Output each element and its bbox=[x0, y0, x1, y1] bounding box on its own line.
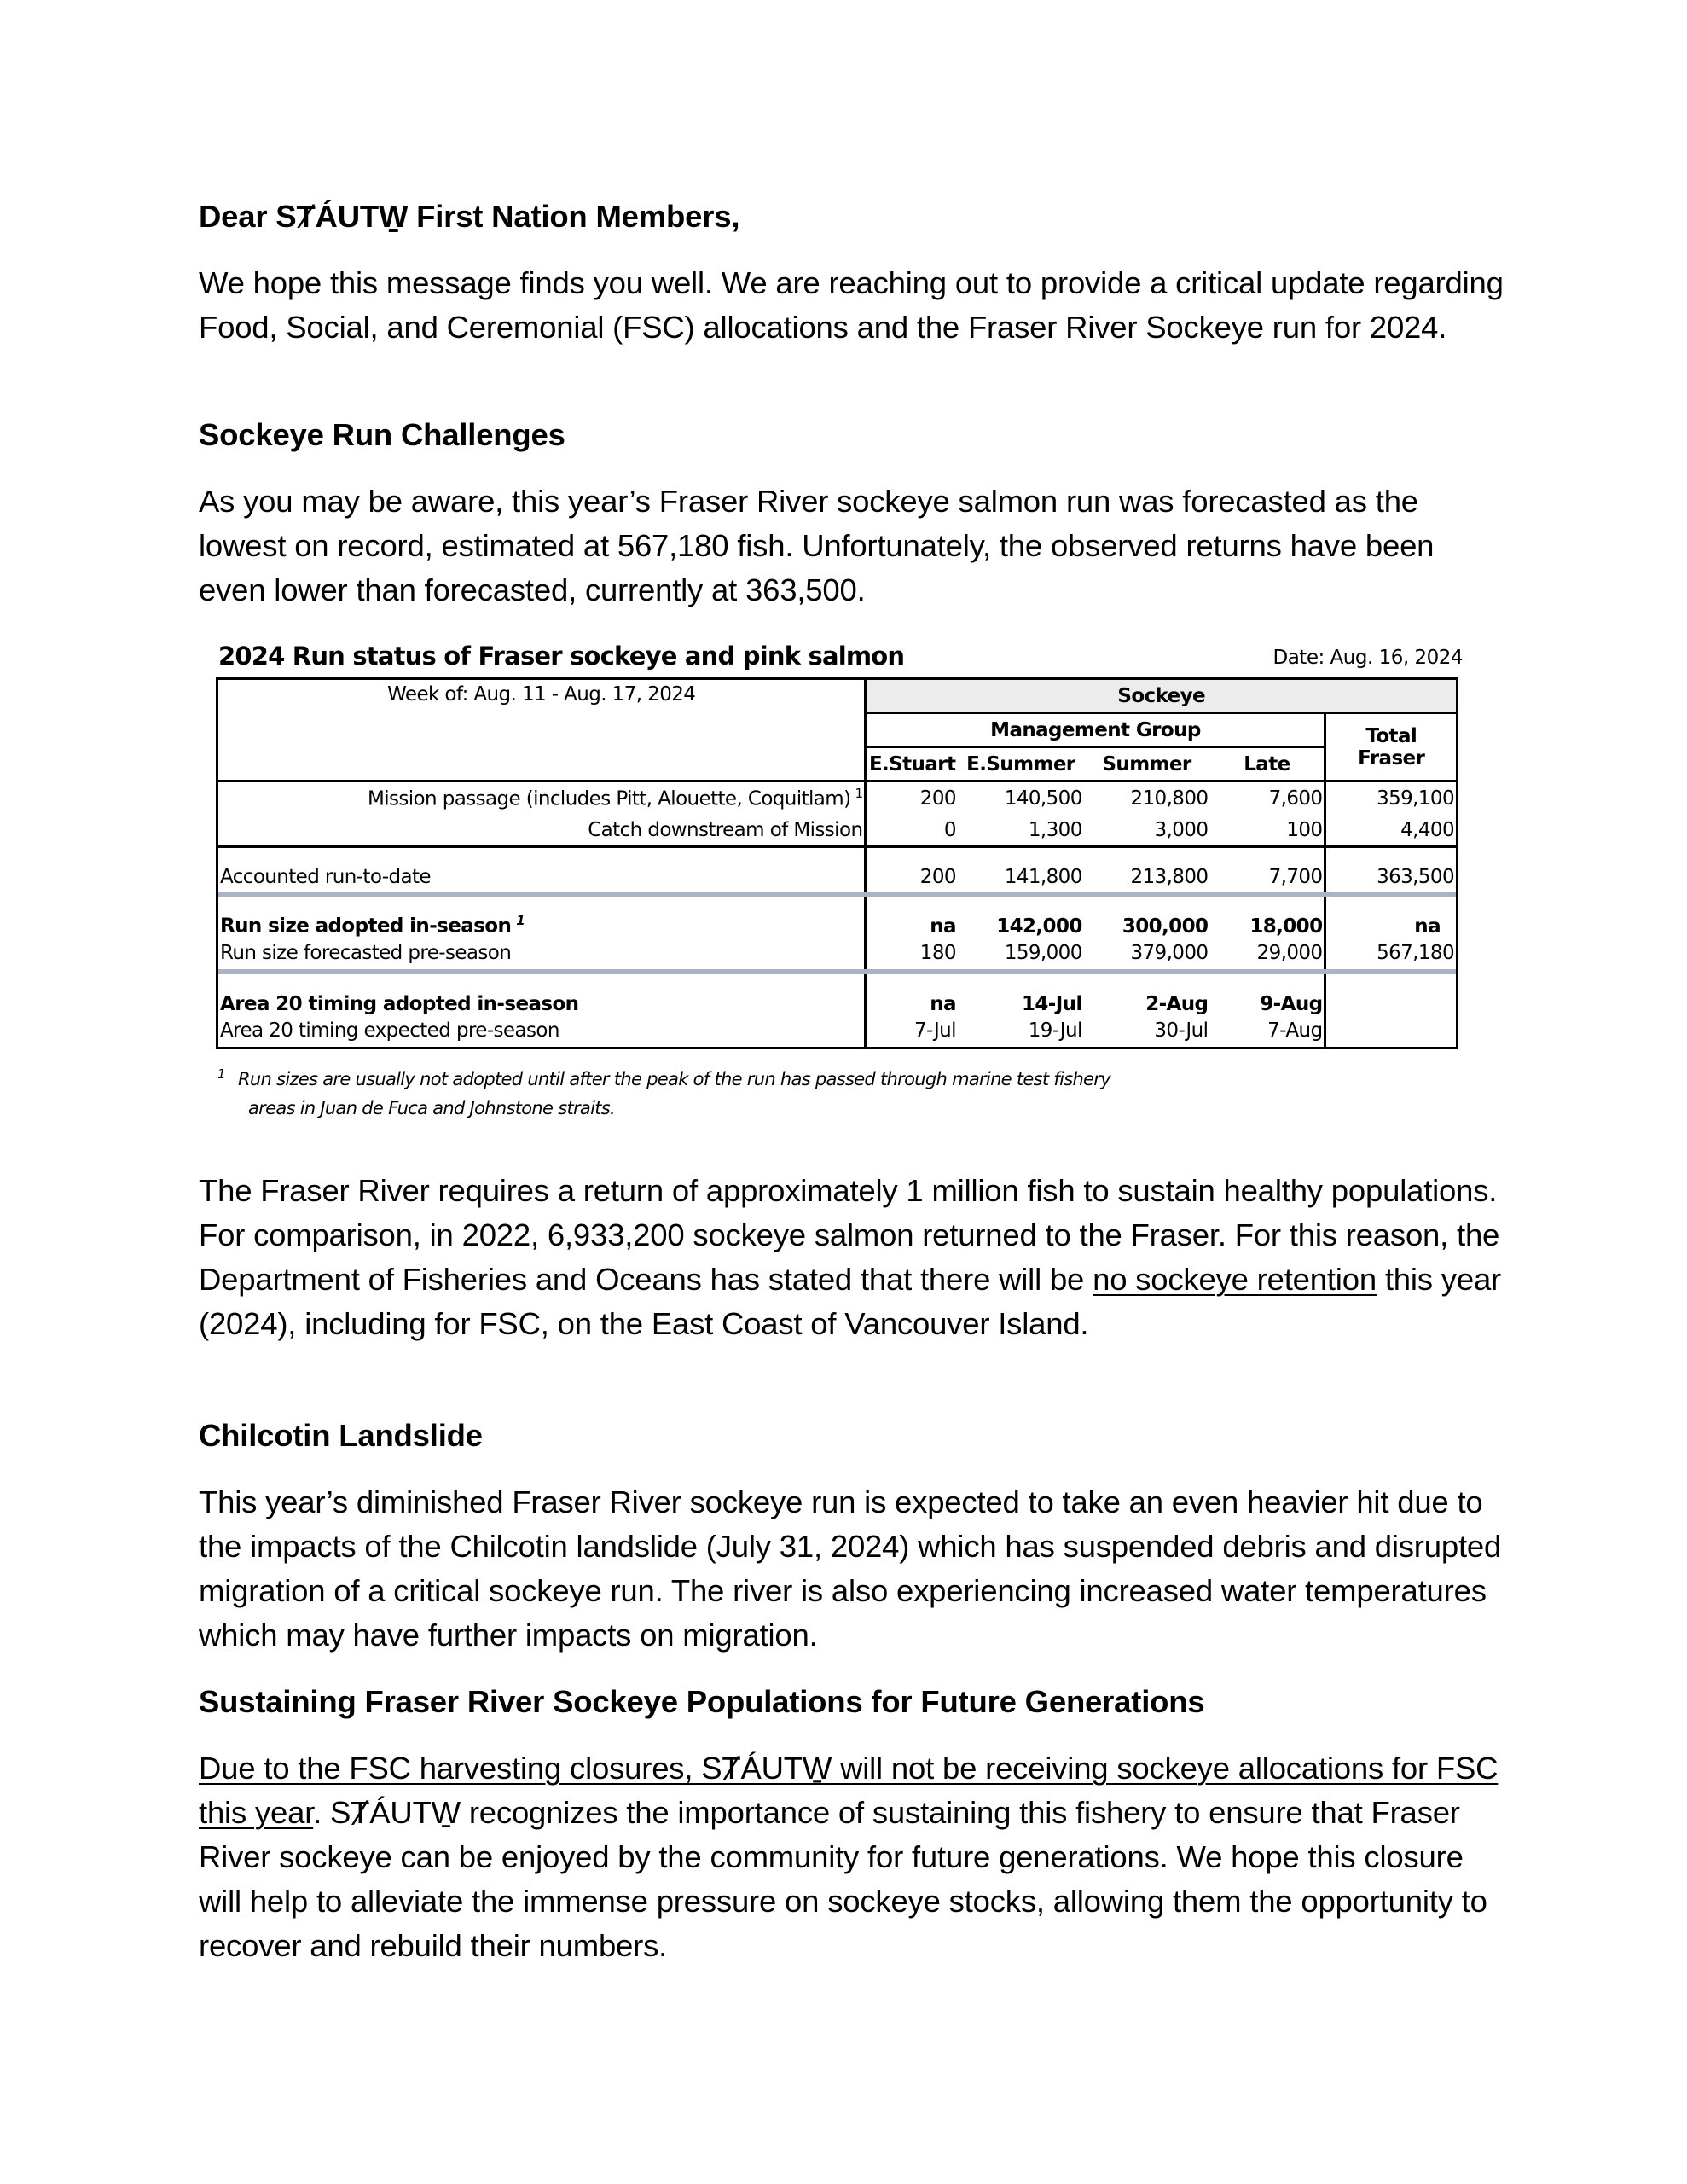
heading-chilcotin-landslide: Chilcotin Landslide bbox=[199, 1418, 483, 1453]
cell: 3,000 bbox=[1154, 818, 1209, 841]
table-title: 2024 Run status of Fraser sockeye and pink salmon bbox=[218, 642, 905, 671]
table-date: Date: Aug. 16, 2024 bbox=[1272, 647, 1463, 669]
cell-total: 567,180 bbox=[1377, 942, 1454, 964]
cell-total bbox=[1325, 974, 1458, 1015]
cell: 140,500 bbox=[1004, 787, 1082, 810]
cell: 0 bbox=[943, 818, 956, 841]
cell: 141,800 bbox=[1004, 865, 1082, 888]
cell: 30-Jul bbox=[1154, 1019, 1209, 1042]
cell: 300,000 bbox=[1122, 915, 1209, 938]
cell: 210,800 bbox=[1130, 787, 1209, 810]
row-label: Accounted run-to-date bbox=[217, 847, 866, 892]
paragraph-sustaining bbox=[199, 1746, 1504, 1968]
table-footnote bbox=[216, 1065, 1110, 1123]
row-label: Catch downstream of Mission bbox=[217, 814, 866, 847]
cell: 7-Jul bbox=[913, 1019, 956, 1042]
footnote-line-2: areas in Juan de Fuca and Johnstone straits. bbox=[248, 1098, 615, 1118]
cell: 142,000 bbox=[996, 915, 1082, 938]
header-col-esummer: E.Summer bbox=[966, 752, 1075, 775]
cell: 18,000 bbox=[1209, 897, 1325, 938]
cell: 7,600 bbox=[1209, 781, 1325, 815]
row-label: Run size adopted in-season $^1$ bbox=[217, 897, 866, 938]
cell-total: 359,100 bbox=[1377, 787, 1454, 810]
week-label: Week of: Aug. 11 - Aug. 17, 2024 bbox=[217, 679, 866, 781]
header-management-group: Management Group bbox=[866, 713, 1325, 747]
cell-total: na bbox=[1414, 915, 1441, 938]
retention-text-before: The Fraser River requires a return of approximately 1 million fish to sustain healthy populations. For comparison, in 2022, 6,933,200 sockeye salmon returned to the Fraser. For this reason, the Department of Fisheries and Oceans has stated that there will be bbox=[199, 1173, 1500, 1297]
header-sockeye: Sockeye bbox=[866, 679, 1458, 713]
cell: 180 bbox=[919, 942, 956, 964]
header-total-line1: Total bbox=[1325, 713, 1458, 747]
table-row-accounted bbox=[217, 847, 1458, 892]
paragraph-run-challenges: As you may be aware, this year’s Fraser River sockeye salmon run was forecasted as the lowest on record, estimated at 567,180 fish. Unfortunately, the observed returns have been even lower than forecasted, currently at 363,500. bbox=[199, 484, 1435, 607]
cell: 7,700 bbox=[1209, 847, 1325, 892]
cell: 9-Aug bbox=[1209, 974, 1325, 1015]
cell: 379,000 bbox=[1130, 942, 1209, 964]
cell: 1,300 bbox=[1028, 818, 1082, 841]
header-total-line2: Fraser bbox=[1325, 747, 1458, 781]
intro-paragraph: We hope this message finds you well. We are reaching out to provide a critical update regarding Food, Social, and Ceremonial (FSC) allocations and the Fraser River Sockeye run for 2024. bbox=[199, 265, 1504, 345]
table-header-row-sockeye bbox=[217, 679, 1458, 713]
salutation: Dear SȾÁUTW̱ First Nation Members, bbox=[199, 199, 740, 234]
header-col-estuart: E.Stuart bbox=[868, 752, 956, 775]
table-row-timing-adopted bbox=[217, 974, 1458, 1015]
cell: 200 bbox=[919, 787, 956, 810]
row-label: Area 20 timing adopted in-season bbox=[217, 974, 866, 1015]
cell: na bbox=[930, 915, 956, 938]
heading-sockeye-run-challenges: Sockeye Run Challenges bbox=[199, 417, 565, 452]
table-row-mission bbox=[217, 781, 1458, 815]
sustaining-text-after: . SȾÁUTW̱ recognizes the importance of sustaining this fishery to ensure that Fraser River sockeye can be enjoyed by the community for future generations. We hope this closure will help to alleviate the immense pressure on sockeye stocks, allowing them the opportunity to recover and rebuild their numbers. bbox=[199, 1795, 1487, 1963]
footnote-mark: 1 bbox=[217, 1066, 225, 1082]
cell-total: 363,500 bbox=[1377, 865, 1454, 888]
table-row-timing-expected bbox=[217, 1015, 1458, 1048]
footnote-ref: 1 bbox=[855, 786, 863, 802]
paragraph-chilcotin: This year’s diminished Fraser River sockeye run is expected to take an even heavier hit due to the impacts of the Chilcotin landslide (July 31, 2024) which has suspended debris and disrupted migration of a critical sockeye run. The river is also experiencing increased water temperatures which may have further impacts on migration. bbox=[199, 1484, 1502, 1653]
header-col-summer: Summer bbox=[1102, 752, 1191, 775]
cell: 159,000 bbox=[1004, 942, 1082, 964]
footnote-line-1: Run sizes are usually not adopted until after the peak of the run has passed through marine test fishery bbox=[238, 1069, 1110, 1089]
cell: 213,800 bbox=[1130, 865, 1209, 888]
no-retention-emphasis: no sockeye retention bbox=[1093, 1262, 1377, 1297]
header-col-late: Late bbox=[1244, 752, 1290, 775]
footnote-ref: 1 bbox=[516, 912, 525, 928]
row-label: Run size forecasted pre-season bbox=[217, 938, 866, 969]
cell-total bbox=[1325, 1015, 1458, 1048]
closure-emphasis: Due to the FSC harvesting closures, SȾÁUTW̱ will not be receiving sockeye allocations for FSC this year bbox=[199, 1751, 1499, 1830]
heading-sustaining-populations: Sustaining Fraser River Sockeye Populations for Future Generations bbox=[199, 1684, 1205, 1719]
cell: 14-Jul bbox=[1021, 992, 1082, 1015]
table-row-catch bbox=[217, 814, 1458, 847]
paragraph-retention bbox=[199, 1169, 1504, 1346]
row-label: Mission passage (includes Pitt, Alouette, Coquitlam) $^1$ bbox=[217, 781, 866, 815]
cell: 7-Aug bbox=[1209, 1015, 1325, 1048]
cell: 200 bbox=[919, 865, 956, 888]
cell: 29,000 bbox=[1209, 938, 1325, 969]
cell: 19-Jul bbox=[1028, 1019, 1082, 1042]
cell: na bbox=[930, 992, 956, 1015]
retention-text-after: this year (2024), including for FSC, on the East Coast of Vancouver Island. bbox=[199, 1262, 1502, 1341]
row-label: Area 20 timing expected pre-season bbox=[217, 1015, 866, 1048]
cell-total: 4,400 bbox=[1400, 818, 1454, 841]
table-row-adopted bbox=[217, 897, 1458, 938]
table-row-forecast bbox=[217, 938, 1458, 969]
cell: 100 bbox=[1209, 814, 1325, 847]
cell: 2-Aug bbox=[1145, 992, 1209, 1015]
run-status-table bbox=[216, 677, 1458, 1049]
